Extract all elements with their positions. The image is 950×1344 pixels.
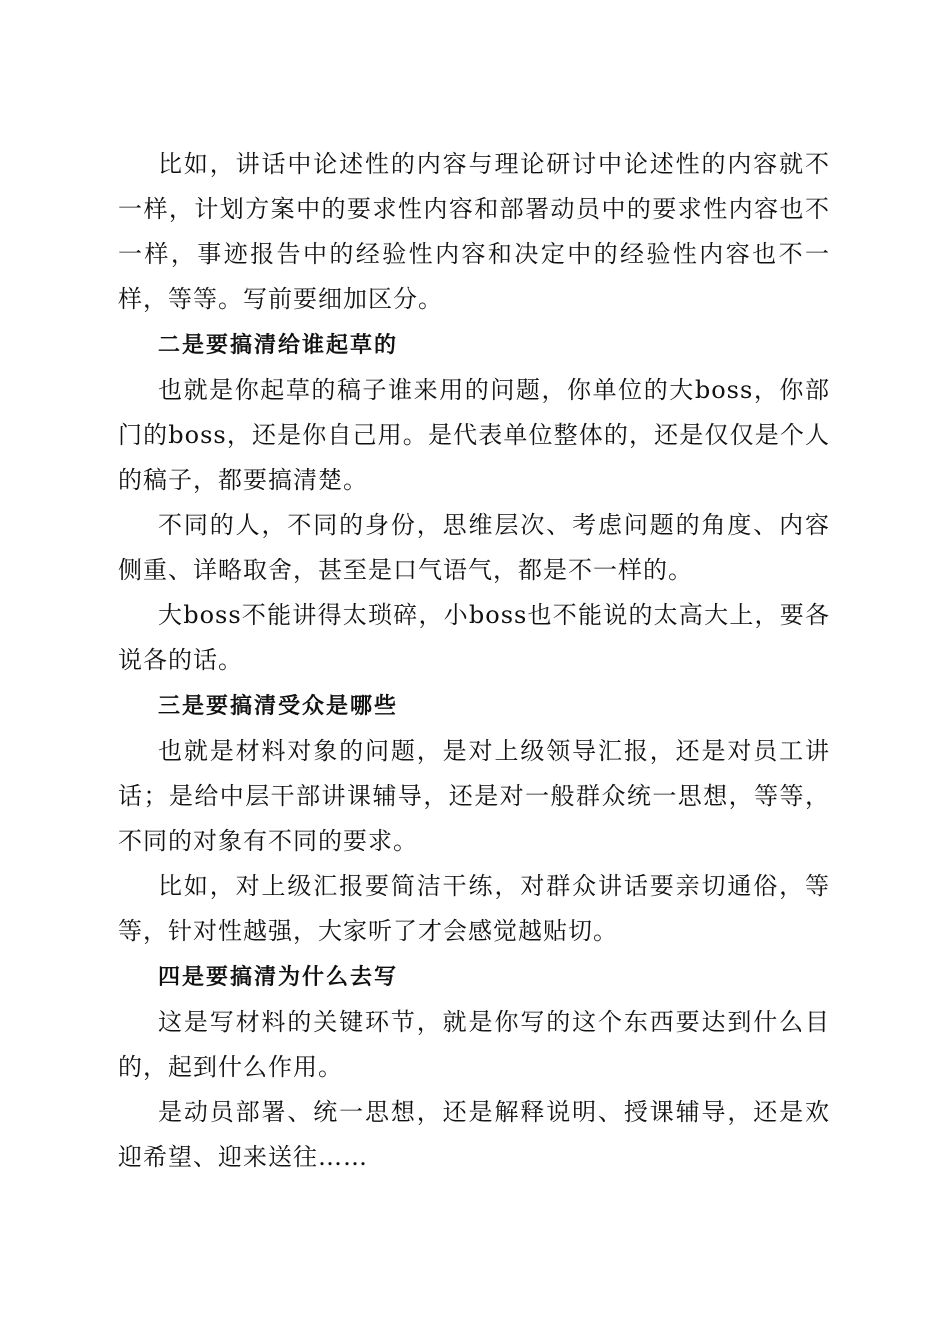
body-paragraph: 大boss不能讲得太琐碎，小boss也不能说的太高大上，要各说各的话。 bbox=[118, 601, 830, 674]
body-paragraph: 比如，讲话中论述性的内容与理论研讨中论述性的内容就不一样，计划方案中的要求性内容和部署动员中的要求性内容也不一样，事迹报告中的经验性内容和决定中的经验性内容也不一样，等等。写前要细加区分。 bbox=[118, 150, 830, 313]
body-paragraph: 也就是你起草的稿子谁来用的问题，你单位的大boss，你部门的boss，还是你自己用。是代表单位整体的，还是仅仅是个人的稿子，都要搞清楚。 bbox=[118, 376, 830, 494]
section-heading: 二是要搞清给谁起草的 bbox=[158, 332, 399, 358]
body-paragraph: 这是写材料的关键环节，就是你写的这个东西要达到什么目的，起到什么作用。 bbox=[118, 1008, 830, 1081]
section-heading: 三是要搞清受众是哪些 bbox=[158, 693, 399, 719]
body-paragraph: 不同的人，不同的身份，思维层次、考虑问题的角度、内容侧重、详略取舍，甚至是口气语气，都是不一样的。 bbox=[118, 511, 830, 584]
body-paragraph: 比如，对上级汇报要简洁干练，对群众讲话要亲切通俗，等等，针对性越强，大家听了才会感觉越贴切。 bbox=[118, 872, 830, 945]
section-heading: 四是要搞清为什么去写 bbox=[158, 964, 399, 990]
body-paragraph: 是动员部署、统一思想，还是解释说明、授课辅导，还是欢迎希望、迎来送往…… bbox=[118, 1098, 830, 1171]
document-body bbox=[118, 142, 830, 1180]
body-paragraph: 也就是材料对象的问题，是对上级领导汇报，还是对员工讲话；是给中层干部讲课辅导，还是对一般群众统一思想，等等，不同的对象有不同的要求。 bbox=[118, 737, 830, 855]
